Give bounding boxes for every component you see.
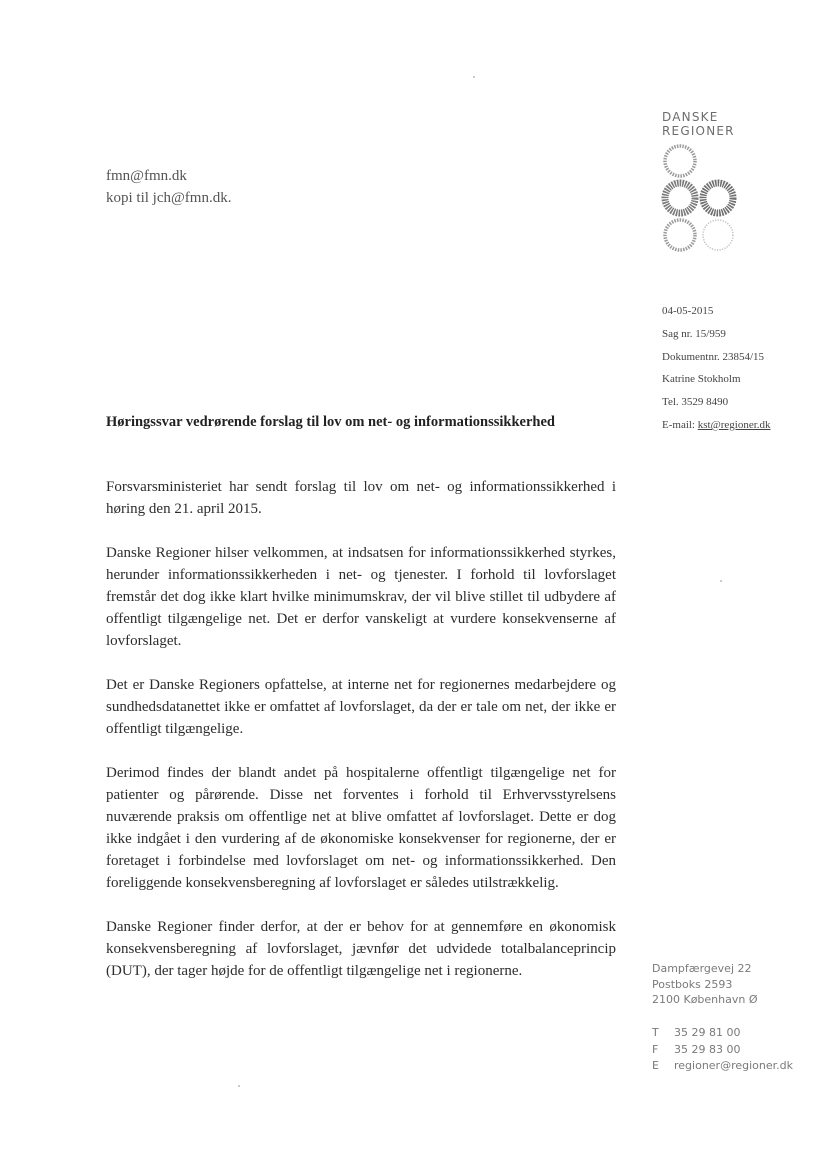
contact-phone-label: T bbox=[652, 1026, 659, 1039]
meta-document-number: Dokumentnr. 23854/15 bbox=[662, 350, 765, 363]
contact-phone bbox=[652, 1025, 793, 1042]
body-paragraph: Det er Danske Regioners opfattelse, at interne net for regionernes medarbejdere og sundhedsdatanettet ikke er omfattet af lovforslaget, da der er tale om net, der ikke er offentligt tilgængelige. bbox=[106, 677, 616, 737]
letter-subject: Høringssvar vedrørende forslag til lov om net- og informationssikkerhed bbox=[106, 414, 555, 430]
contact-email-value[interactable]: regioner@regioner.dk bbox=[674, 1059, 793, 1072]
danske-regioner-logo-icon bbox=[660, 143, 740, 255]
address-city: 2100 København Ø bbox=[652, 993, 758, 1006]
meta-email-link[interactable]: kst@regioner.dk bbox=[697, 418, 771, 431]
contact-fax-value: 35 29 83 00 bbox=[674, 1042, 741, 1056]
logo-line-2: REGIONER bbox=[662, 124, 735, 138]
contact-email-label: E bbox=[652, 1059, 659, 1072]
recipient-email: fmn@fmn.dk bbox=[106, 168, 187, 184]
logo-wordmark bbox=[662, 110, 735, 138]
document-meta bbox=[662, 300, 771, 437]
contact-phone-value: 35 29 81 00 bbox=[674, 1026, 741, 1039]
contact-fax bbox=[652, 1042, 793, 1059]
recipient-block bbox=[106, 165, 231, 209]
meta-case-number: Sag nr. 15/959 bbox=[662, 327, 726, 340]
scan-speck bbox=[720, 580, 722, 582]
letter-body bbox=[106, 476, 616, 1004]
address-pobox: Postboks 2593 bbox=[652, 977, 733, 991]
meta-phone: Tel. 3529 8490 bbox=[662, 396, 729, 409]
meta-date: 04-05-2015 bbox=[662, 305, 714, 317]
address-street: Dampfærgevej 22 bbox=[652, 962, 752, 975]
meta-author: Katrine Stokholm bbox=[662, 373, 741, 386]
body-paragraph: Forsvarsministeriet har sendt forslag til lov om net- og informationssikkerhed i høring den 21. april 2015. bbox=[106, 479, 616, 517]
meta-email-label: E-mail: bbox=[662, 418, 698, 431]
recipient-cc: kopi til jch@fmn.dk. bbox=[106, 190, 232, 206]
body-paragraph: Danske Regioner finder derfor, at der er behov for at gennemføre en økonomisk konsekvensberegning af lovforslaget, jævnfør det udvidede totalbalanceprincip (DUT), der tager højde for de offentligt tilgængelige net i regionerne. bbox=[106, 919, 616, 979]
sender-contact bbox=[652, 1025, 793, 1075]
logo-line-1: DANSKE bbox=[662, 110, 719, 124]
contact-email bbox=[652, 1058, 793, 1075]
contact-fax-label: F bbox=[652, 1042, 659, 1056]
body-paragraph: Danske Regioner hilser velkommen, at indsatsen for informationssikkerhed styrkes, herunder informationssikkerheden i net- og tjenester. I forhold til lovforslaget fremstår det dog ikke klart hvilke minimumskrav, der vil blive stillet til udbydere af offentligt tilgængelige net. Det er derfor vanskeligt at vurdere konsekvenserne af lovforslaget. bbox=[106, 545, 616, 649]
scan-speck bbox=[473, 76, 475, 78]
meta-email bbox=[662, 414, 771, 437]
scan-speck bbox=[238, 1085, 240, 1087]
body-paragraph: Derimod findes der blandt andet på hospitalerne offentligt tilgængelige net for patienter og pårørende. Disse net forventes i forhold til Erhvervsstyrelsens nuværende praksis om offentlige net at blive omfattet af lovforslaget. Dette er dog ikke indgået i den vurdering af de økonomiske konsekvenser for regionerne, der er foretaget i forbindelse med lovforslaget om net- og informationssikkerhed. Den foreliggende konsekvensberegning af lovforslaget er således utilstrækkelig. bbox=[106, 765, 616, 891]
sender-address bbox=[652, 961, 758, 1008]
